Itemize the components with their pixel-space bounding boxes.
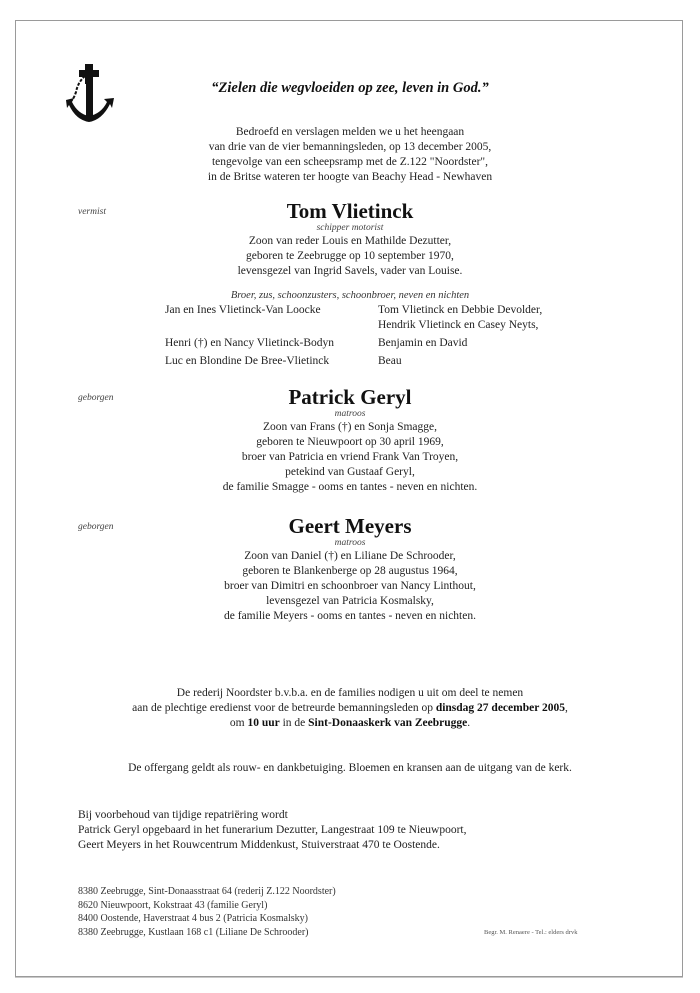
invite-text: aan de plechtige eredienst voor de betreurde bemanningsleden op	[132, 702, 436, 714]
person-detail: levensgezel van Patricia Kosmalsky,	[266, 595, 434, 607]
invite-line: De rederij Noordster b.v.b.a. en de families nodigen u uit om deel te nemen	[176, 687, 524, 699]
person-detail: petekind van Gustaaf Geryl,	[285, 466, 415, 478]
person-block-tom-vlietinck	[150, 199, 550, 279]
person-name: Tom Vlietinck	[286, 199, 414, 223]
person-status: geborgen	[78, 393, 114, 403]
anchor-cross-icon	[60, 62, 120, 124]
person-detail: geboren te Nieuwpoort op 30 april 1969,	[256, 436, 444, 448]
address-line: 8380 Zeebrugge, Sint-Donaasstraat 64 (rederij Z.122 Noordster)	[78, 886, 336, 897]
relative-entry: Hendrik Vlietinck en Casey Neyts,	[378, 319, 539, 331]
person-role: matroos	[334, 538, 366, 548]
service-invitation	[60, 686, 640, 731]
relative-entry: Henri (†) en Nancy Vlietinck-Bodyn	[165, 337, 335, 349]
service-time: 10 uur	[247, 717, 280, 729]
person-detail: broer van Patricia en vriend Frank Van Troyen,	[241, 451, 459, 463]
relative-entry	[165, 318, 334, 336]
person-role: schipper motorist	[316, 223, 384, 233]
invite-line	[60, 716, 640, 731]
person-detail: broer van Dimitri en schoonbroer van Nancy Linthout,	[224, 580, 476, 592]
service-location: Sint-Donaaskerk van Zeebrugge	[308, 717, 468, 729]
relative-entry: Luc en Blondine De Bree-Vlietinck	[165, 355, 330, 367]
service-date: dinsdag 27 december 2005	[435, 702, 565, 714]
person-detail: Zoon van Frans (†) en Sonja Smagge,	[262, 421, 438, 433]
relative-entry: Beau	[378, 355, 402, 367]
repatriation-line: Geert Meyers in het Rouwcentrum Middenkust, Stuiverstraat 470 te Oostende.	[78, 839, 440, 851]
address-line: 8400 Oostende, Haverstraat 4 bus 2 (Patricia Kosmalsky)	[78, 913, 308, 924]
offering-note: De offergang geldt als rouw- en dankbetuiging. Bloemen en kransen aan de uitgang van de kerk.	[128, 762, 572, 774]
person-detail: levensgezel van Ingrid Savels, vader van Louise.	[237, 265, 463, 277]
intro-line: Bedroefd en verslagen melden we u het heengaan	[235, 126, 465, 138]
person-detail: Zoon van Daniel (†) en Liliane De Schrooder,	[244, 550, 456, 562]
intro-paragraph	[150, 125, 550, 185]
relatives-left-column	[165, 303, 334, 369]
relative-entry: Jan en Ines Vlietinck-Van Loocke	[165, 304, 321, 316]
invite-text: .	[467, 717, 471, 729]
invite-line	[60, 701, 640, 716]
relative-entry: Tom Vlietinck en Debbie Devolder,	[378, 304, 543, 316]
person-name: Geert Meyers	[288, 514, 412, 538]
invite-text: in de	[279, 717, 309, 729]
person-block-patrick-geryl	[150, 385, 550, 495]
printer-credit: Begr. M. Renaere - Tel.: elders drvk	[484, 929, 578, 936]
person-detail: de familie Smagge - ooms en tantes - neven en nichten.	[222, 481, 478, 493]
person-block-geert-meyers	[150, 514, 550, 624]
person-detail: de familie Meyers - ooms en tantes - neven en nichten.	[224, 610, 476, 622]
intro-line: van drie van de vier bemanningsleden, op 13 december 2005,	[208, 141, 492, 153]
intro-line: in de Britse wateren ter hoogte van Beachy Head - Newhaven	[207, 171, 493, 183]
person-role: matroos	[334, 409, 366, 419]
address-line: 8380 Zeebrugge, Kustlaan 168 c1 (Liliane De Schrooder)	[78, 926, 309, 938]
invite-text: ,	[564, 702, 568, 714]
address-list	[78, 885, 336, 939]
person-detail: geboren te Zeebrugge op 10 september 1970,	[246, 250, 454, 262]
person-status: geborgen	[78, 522, 114, 532]
person-name: Patrick Geryl	[288, 385, 412, 409]
person-status: vermist	[78, 207, 106, 217]
person-detail: geboren te Blankenberge op 28 augustus 1964,	[242, 565, 458, 577]
repatriation-line: Bij voorbehoud van tijdige repatriëring wordt	[78, 809, 288, 821]
relative-entry: Benjamin en David	[378, 337, 468, 349]
repatriation-line: Patrick Geryl opgebaard in het funerarium Dezutter, Langestraat 109 te Nieuwpoort,	[78, 824, 467, 836]
repatriation-note	[78, 808, 466, 853]
motto-quote: “Zielen die wegvloeiden op zee, leven in God.”	[211, 80, 489, 96]
invite-text: om	[229, 717, 248, 729]
intro-line: tengevolge van een scheepsramp met de Z.122 "Noordster",	[211, 156, 489, 168]
relatives-heading: Broer, zus, schoonzusters, schoonbroer, neven en nichten	[230, 290, 470, 301]
relatives-right-column	[378, 303, 542, 369]
address-line: 8620 Nieuwpoort, Kokstraat 43 (familie Geryl)	[78, 899, 268, 911]
person-detail: Zoon van reder Louis en Mathilde Dezutter,	[248, 235, 452, 247]
